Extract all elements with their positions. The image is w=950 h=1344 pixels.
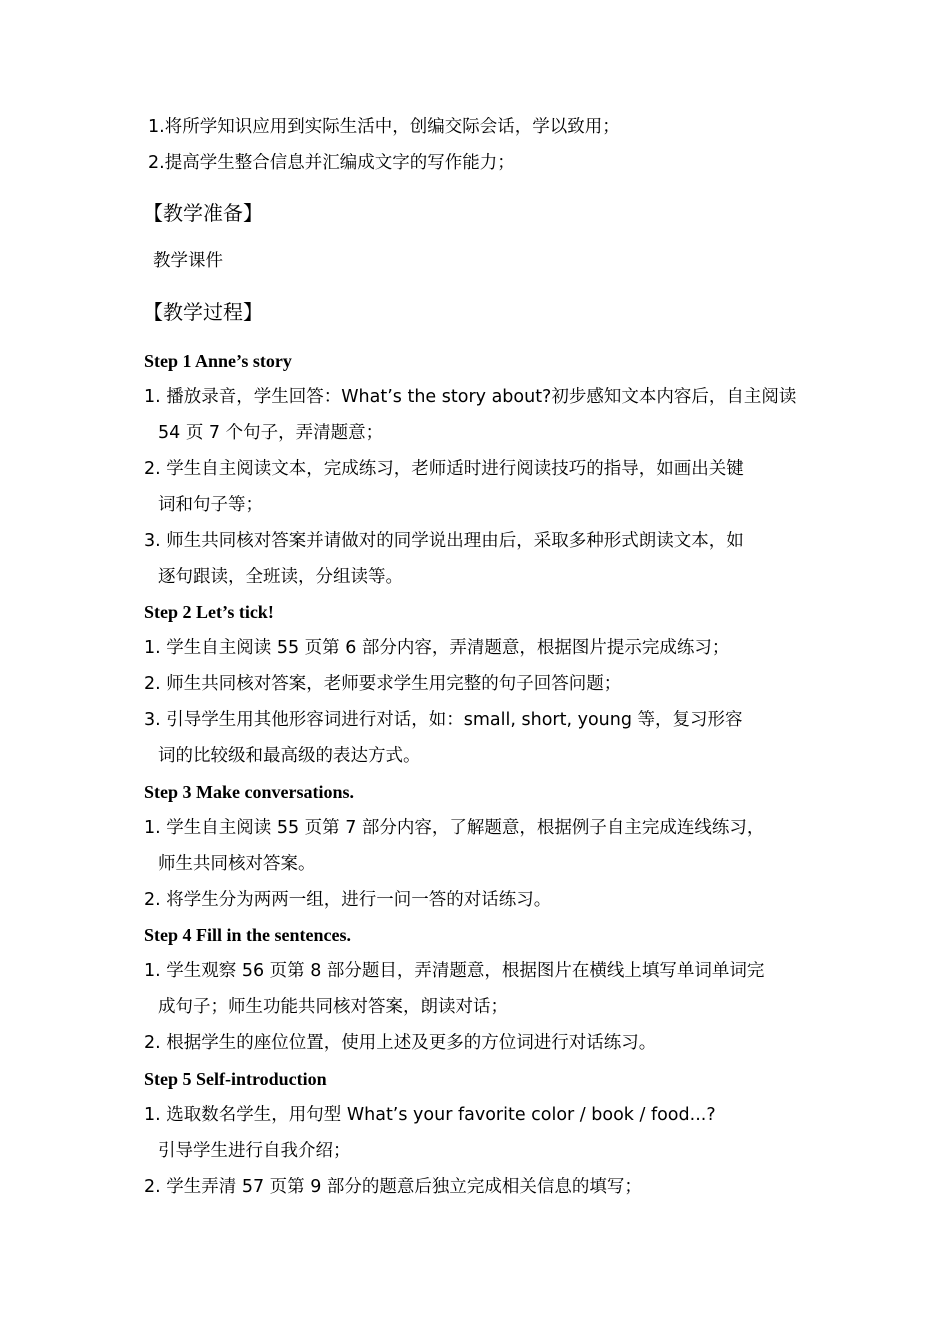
step-5-line-1: 1. 选取数名学生，用句型 What’s your favorite color / book / food...? [144, 1105, 716, 1125]
step-1-line-6: 逐句跟读，全班读，分组读等。 [158, 567, 403, 587]
step-1-line-2: 54 页 7 个句子，弄清题意； [158, 423, 384, 443]
step-2-line-4: 词的比较级和最高级的表达方式。 [158, 746, 421, 766]
step-2-line-3: 3. 引导学生用其他形容词进行对话，如：small, short, young 等，复习形容 [144, 710, 743, 730]
step-2-title: Step 2 Let’s tick! [144, 602, 274, 622]
step-4-line-1: 1. 学生观察 56 页第 8 部分题目，弄清题意，根据图片在横线上填写单词单词完 [144, 961, 765, 981]
process-heading: 【教学过程】 [143, 300, 263, 324]
step-1-line-5: 3. 师生共同核对答案并请做对的同学说出理由后，采取多种形式朗读文本，如 [144, 531, 744, 551]
step-3-line-1: 1. 学生自主阅读 55 页第 7 部分内容，了解题意，根据例子自主完成连线练习， [144, 818, 765, 838]
preparation-heading: 【教学准备】 [143, 201, 263, 225]
step-4-line-2: 成句子；师生功能共同核对答案，朗读对话； [158, 997, 508, 1017]
step-4-title: Step 4 Fill in the sentences. [144, 925, 351, 945]
step-2-line-2: 2. 师生共同核对答案，老师要求学生用完整的句子回答问题； [144, 674, 622, 694]
step-1-line-1: 1. 播放录音，学生回答：What’s the story about?初步感知文本内容后，自主阅读 [144, 387, 797, 407]
objective-line-2: 2.提高学生整合信息并汇编成文字的写作能力； [148, 153, 515, 173]
step-3-line-2: 师生共同核对答案。 [158, 854, 316, 874]
step-2-line-1: 1. 学生自主阅读 55 页第 6 部分内容，弄清题意，根据图片提示完成练习； [144, 638, 730, 658]
step-1-title: Step 1 Anne’s story [144, 351, 292, 371]
step-5-line-2: 引导学生进行自我介绍； [158, 1141, 351, 1161]
step-5-title: Step 5 Self-introduction [144, 1069, 327, 1089]
step-3-line-3: 2. 将学生分为两两一组，进行一问一答的对话练习。 [144, 890, 552, 910]
step-1-line-4: 词和句子等； [158, 495, 263, 515]
step-5-line-3: 2. 学生弄清 57 页第 9 部分的题意后独立完成相关信息的填写； [144, 1177, 642, 1197]
step-3-title: Step 3 Make conversations. [144, 782, 354, 802]
step-4-line-3: 2. 根据学生的座位位置，使用上述及更多的方位词进行对话练习。 [144, 1033, 657, 1053]
objective-line-1: 1.将所学知识应用到实际生活中，创编交际会话，学以致用； [148, 117, 620, 137]
preparation-content: 教学课件 [153, 251, 223, 271]
step-1-line-3: 2. 学生自主阅读文本，完成练习，老师适时进行阅读技巧的指导，如画出关键 [144, 459, 744, 479]
